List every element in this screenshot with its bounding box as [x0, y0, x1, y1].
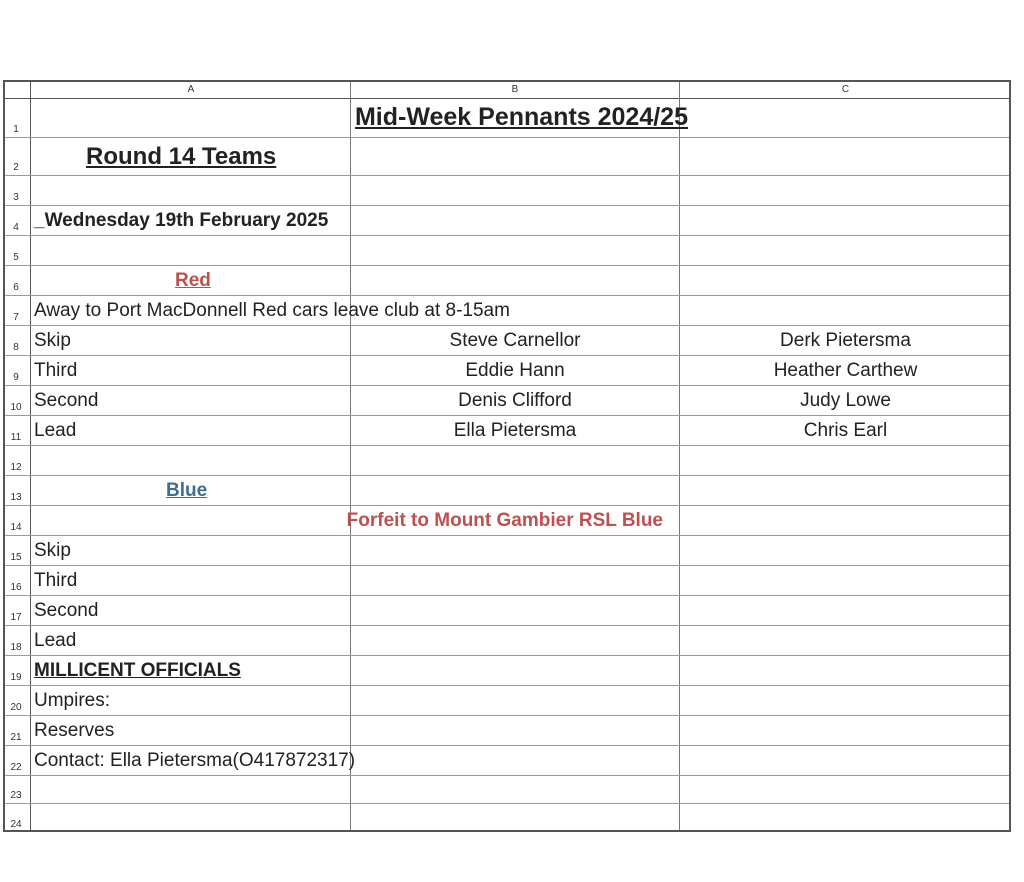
player-cell[interactable]: Chris Earl	[803, 419, 888, 441]
player-cell[interactable]: Eddie Hann	[465, 359, 565, 381]
blue-heading-text: Blue	[166, 479, 208, 501]
row-number: 17	[10, 612, 22, 623]
row-number: 16	[10, 582, 22, 593]
row-3	[5, 176, 1009, 206]
row-19	[5, 656, 1009, 686]
player-cell[interactable]: Judy Lowe	[800, 389, 891, 411]
player-cell[interactable]: Ella Pietersma	[453, 419, 577, 441]
date-text: _Wednesday 19th February 2025	[34, 209, 329, 231]
row-number: 9	[13, 372, 19, 383]
row-number: 8	[13, 342, 19, 353]
position-cell[interactable]: Lead	[34, 419, 77, 441]
row-6	[5, 266, 1009, 296]
row-9	[5, 356, 1009, 386]
row-5	[5, 236, 1009, 266]
row-12	[5, 446, 1009, 476]
title-text: Mid-Week Pennants 2024/25	[354, 103, 688, 131]
row-number: 5	[13, 252, 19, 263]
row-1	[5, 98, 1009, 138]
position-cell[interactable]: Lead	[34, 629, 77, 651]
row-number: 22	[10, 762, 22, 773]
officials-heading[interactable]	[32, 656, 351, 685]
row-number: 4	[13, 222, 19, 233]
round-heading[interactable]	[32, 138, 403, 175]
row-number: 23	[10, 790, 22, 801]
position-cell[interactable]: Third	[34, 569, 78, 591]
row-18	[5, 626, 1009, 656]
player-cell[interactable]: Denis Clifford	[458, 389, 572, 411]
position-cell[interactable]: Skip	[34, 329, 71, 351]
row-number: 7	[13, 312, 19, 323]
umpires-cell[interactable]: Umpires:	[34, 689, 111, 711]
blue-team-heading[interactable]	[32, 476, 483, 505]
row-14	[5, 506, 1009, 536]
row-number: 2	[13, 162, 19, 173]
position-cell[interactable]: Skip	[34, 539, 71, 561]
row-number: 15	[10, 552, 22, 563]
date-cell[interactable]	[32, 206, 351, 235]
corner-cell	[5, 82, 31, 98]
row-10	[5, 386, 1009, 416]
row-number: 10	[10, 402, 22, 413]
row-16	[5, 566, 1009, 596]
spreadsheet	[3, 80, 1011, 832]
forfeit-text: Forfeit to Mount Gambier RSL Blue	[346, 509, 663, 531]
reserves-cell[interactable]: Reserves	[34, 719, 115, 741]
row-20	[5, 686, 1009, 716]
column-header-b[interactable]: B	[511, 84, 519, 95]
row-number: 1	[13, 124, 19, 135]
red-travel-note[interactable]: Away to Port MacDonnell Red cars leave club at 8-15am	[34, 299, 510, 321]
row-number: 11	[10, 432, 22, 443]
player-cell[interactable]: Derk Pietersma	[780, 329, 911, 351]
row-number: 20	[10, 702, 22, 713]
row-8	[5, 326, 1009, 356]
player-cell[interactable]: Heather Carthew	[773, 359, 918, 381]
row-11	[5, 416, 1009, 446]
officials-text: MILLICENT OFFICIALS	[34, 659, 241, 681]
row-number: 12	[10, 462, 22, 473]
row-7	[5, 296, 1009, 326]
column-header-c[interactable]: C	[841, 84, 850, 95]
row-15	[5, 536, 1009, 566]
round-text: Round 14 Teams	[86, 142, 277, 170]
row-2	[5, 138, 1009, 176]
row-22	[5, 746, 1009, 776]
sheet-title[interactable]	[32, 98, 1011, 137]
row-number: 19	[10, 672, 22, 683]
contact-cell[interactable]: Contact: Ella Pietersma(O417872317)	[34, 749, 356, 771]
position-cell[interactable]: Third	[34, 359, 78, 381]
position-cell[interactable]: Second	[34, 389, 99, 411]
blue-forfeit-note[interactable]	[32, 506, 679, 535]
column-header-row	[5, 82, 1009, 99]
column-header-a[interactable]: A	[187, 84, 195, 95]
red-team-heading[interactable]	[32, 266, 492, 295]
row-number: 18	[10, 642, 22, 653]
row-number: 14	[10, 522, 22, 533]
row-number: 21	[10, 732, 22, 743]
row-13	[5, 476, 1009, 506]
row-number: 3	[13, 192, 19, 203]
red-heading-text: Red	[175, 269, 211, 291]
position-cell[interactable]: Second	[34, 599, 99, 621]
row-17	[5, 596, 1009, 626]
row-24	[5, 804, 1009, 832]
row-4	[5, 206, 1009, 236]
row-21	[5, 716, 1009, 746]
row-23	[5, 776, 1009, 804]
row-number: 13	[10, 492, 22, 503]
row-number: 24	[10, 819, 22, 830]
player-cell[interactable]: Steve Carnellor	[449, 329, 581, 351]
row-number: 6	[13, 282, 19, 293]
